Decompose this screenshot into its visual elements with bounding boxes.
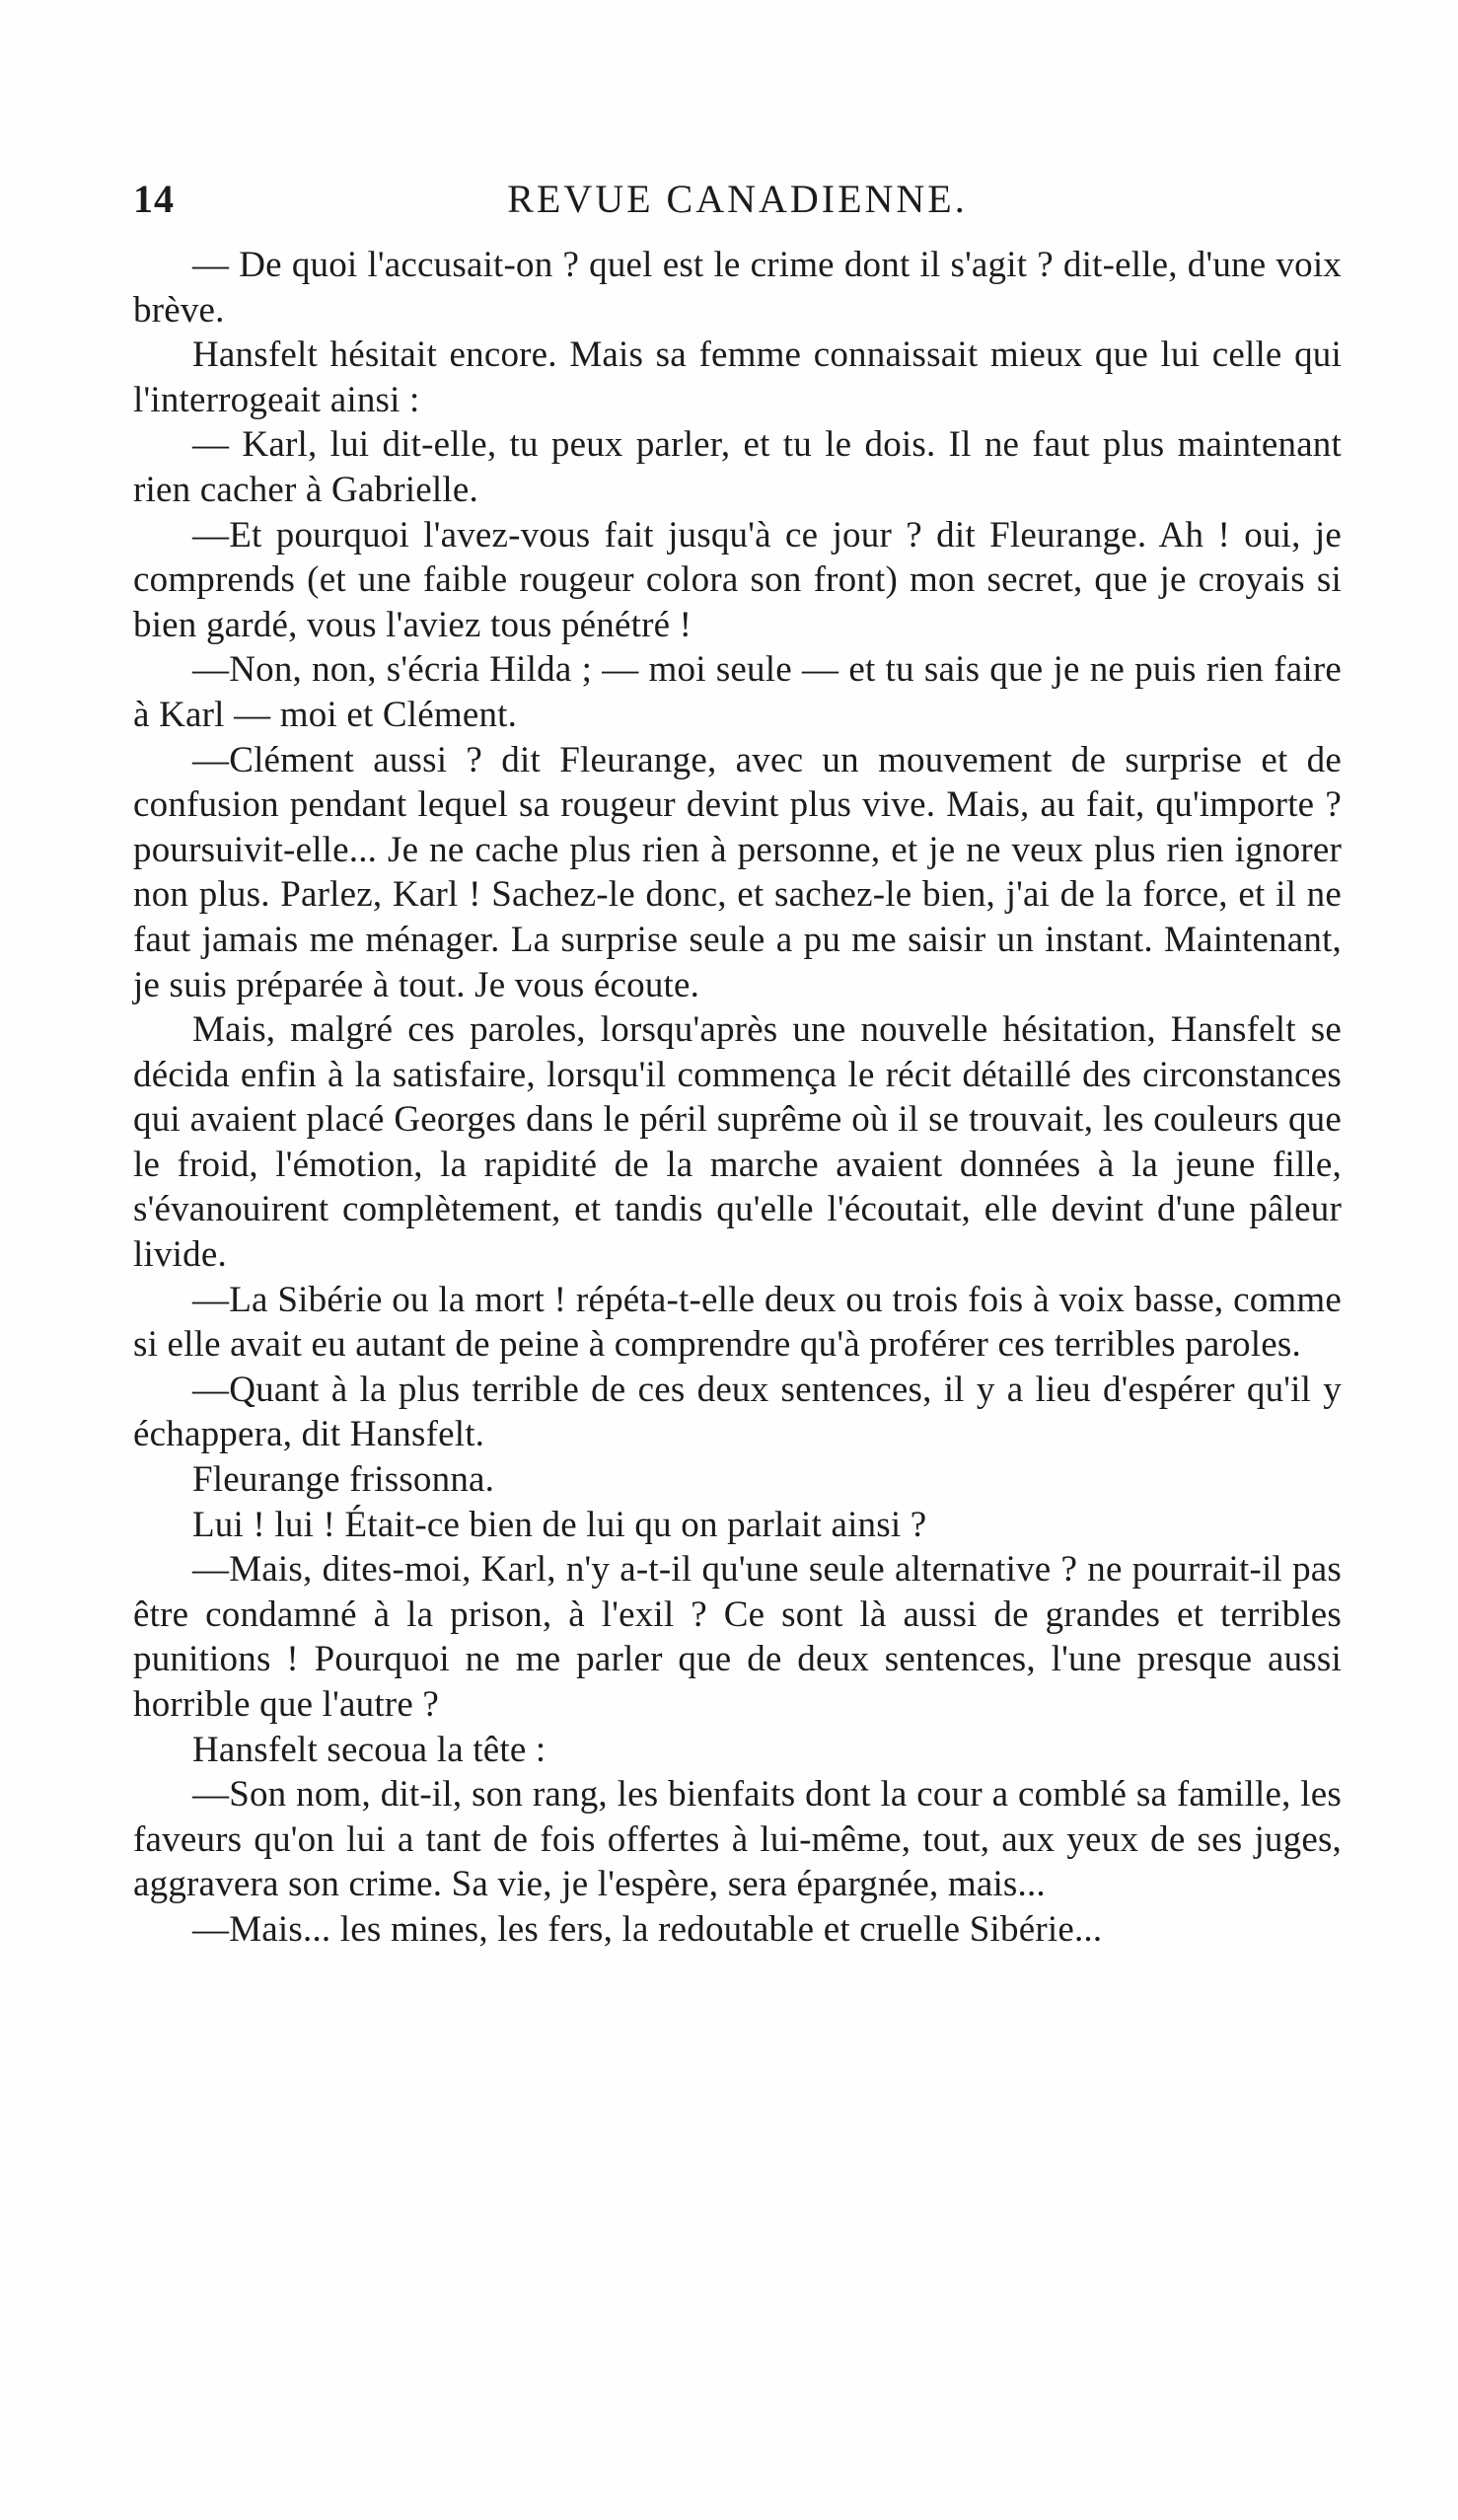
paragraph: —La Sibérie ou la mort ! répéta-t-elle deux ou trois fois à voix basse, comme si elle avait eu autant de peine à comprendre qu'à proférer ces terribles paroles.: [133, 1279, 1342, 1366]
paragraph: —Mais... les mines, les fers, la redoutable et cruelle Sibérie...: [192, 1908, 1103, 1950]
paragraph: —Et pourquoi l'avez-vous fait jusqu'à ce jour ? dit Fleurange. Ah ! oui, je comprends (et une faible rougeur colora son front) mon secret, que je croyais si bien gardé, vous l'aviez tous pénétré !: [133, 514, 1342, 645]
page-header: [133, 176, 1342, 225]
paragraph: —Clément aussi ? dit Fleurange, avec un mouvement de surprise et de confusion pendant lequel sa rougeur devint plus vive. Mais, au fait, qu'importe ? poursuivit-elle... Je ne cache plus rien à personne, et je ne veux plus rien ignorer non plus. Parlez, Karl ! Sachez-le donc, et sachez-le bien, j'ai de la force, et il ne faut jamais me ménager. La surprise seule a pu me saisir un instant. Maintenant, je suis préparée à tout. Je vous écoute.: [133, 739, 1342, 1005]
paragraph: Mais, malgré ces paroles, lorsqu'après une nouvelle hésitation, Hansfelt se décida enfin à la satisfaire, lorsqu'il commença le récit détaillé des circonstances qui avaient placé Georges dans le péril suprême où il se trouvait, les couleurs que le froid, l'émotion, la rapidité de la marche avaient données à la jeune fille, s'évanouirent complètement, et tandis qu'elle l'écoutait, elle devint d'une pâleur livide.: [133, 1009, 1342, 1276]
paragraph: Hansfelt hésitait encore. Mais sa femme connaissait mieux que lui celle qui l'interrogeait ainsi :: [133, 334, 1342, 420]
paragraph: —Quant à la plus terrible de ces deux sentences, il y a lieu d'espérer qu'il y échappera, dit Hansfelt.: [133, 1369, 1342, 1455]
paragraph: —Son nom, dit-il, son rang, les bienfaits dont la cour a comblé sa famille, les faveurs qu'on lui a tant de fois offertes à lui-même, tout, aux yeux de ses juges, aggravera son crime. Sa vie, je l'espère, sera épargnée, mais...: [133, 1774, 1342, 1905]
body-text: [133, 243, 1342, 1953]
paragraph: Fleurange frissonna.: [192, 1459, 495, 1501]
paragraph: — Karl, lui dit-elle, tu peux parler, et tu le dois. Il ne faut plus maintenant rien cacher à Gabrielle.: [133, 424, 1342, 510]
paragraph: — De quoi l'accusait-on ? quel est le crime dont il s'agit ? dit-elle, d'une voix brève.: [133, 245, 1342, 331]
paragraph: Hansfelt secoua la tête :: [192, 1729, 547, 1770]
paragraph: —Mais, dites-moi, Karl, n'y a-t-il qu'une seule alternative ? ne pourrait-il pas être condamné à la prison, à l'exil ? Ce sont là aussi de grandes et terribles punitions ! Pourquoi ne me parler que de deux sentences, l'une presque aussi horrible que l'autre ?: [133, 1549, 1342, 1725]
running-title: REVUE CANADIENNE.: [507, 177, 968, 221]
paragraph: Lui ! lui ! Était-ce bien de lui qu on parlait ainsi ?: [192, 1504, 927, 1545]
page-number: 14: [133, 177, 175, 221]
paragraph: —Non, non, s'écria Hilda ; — moi seule — et tu sais que je ne puis rien faire à Karl — moi et Clément.: [133, 649, 1342, 735]
